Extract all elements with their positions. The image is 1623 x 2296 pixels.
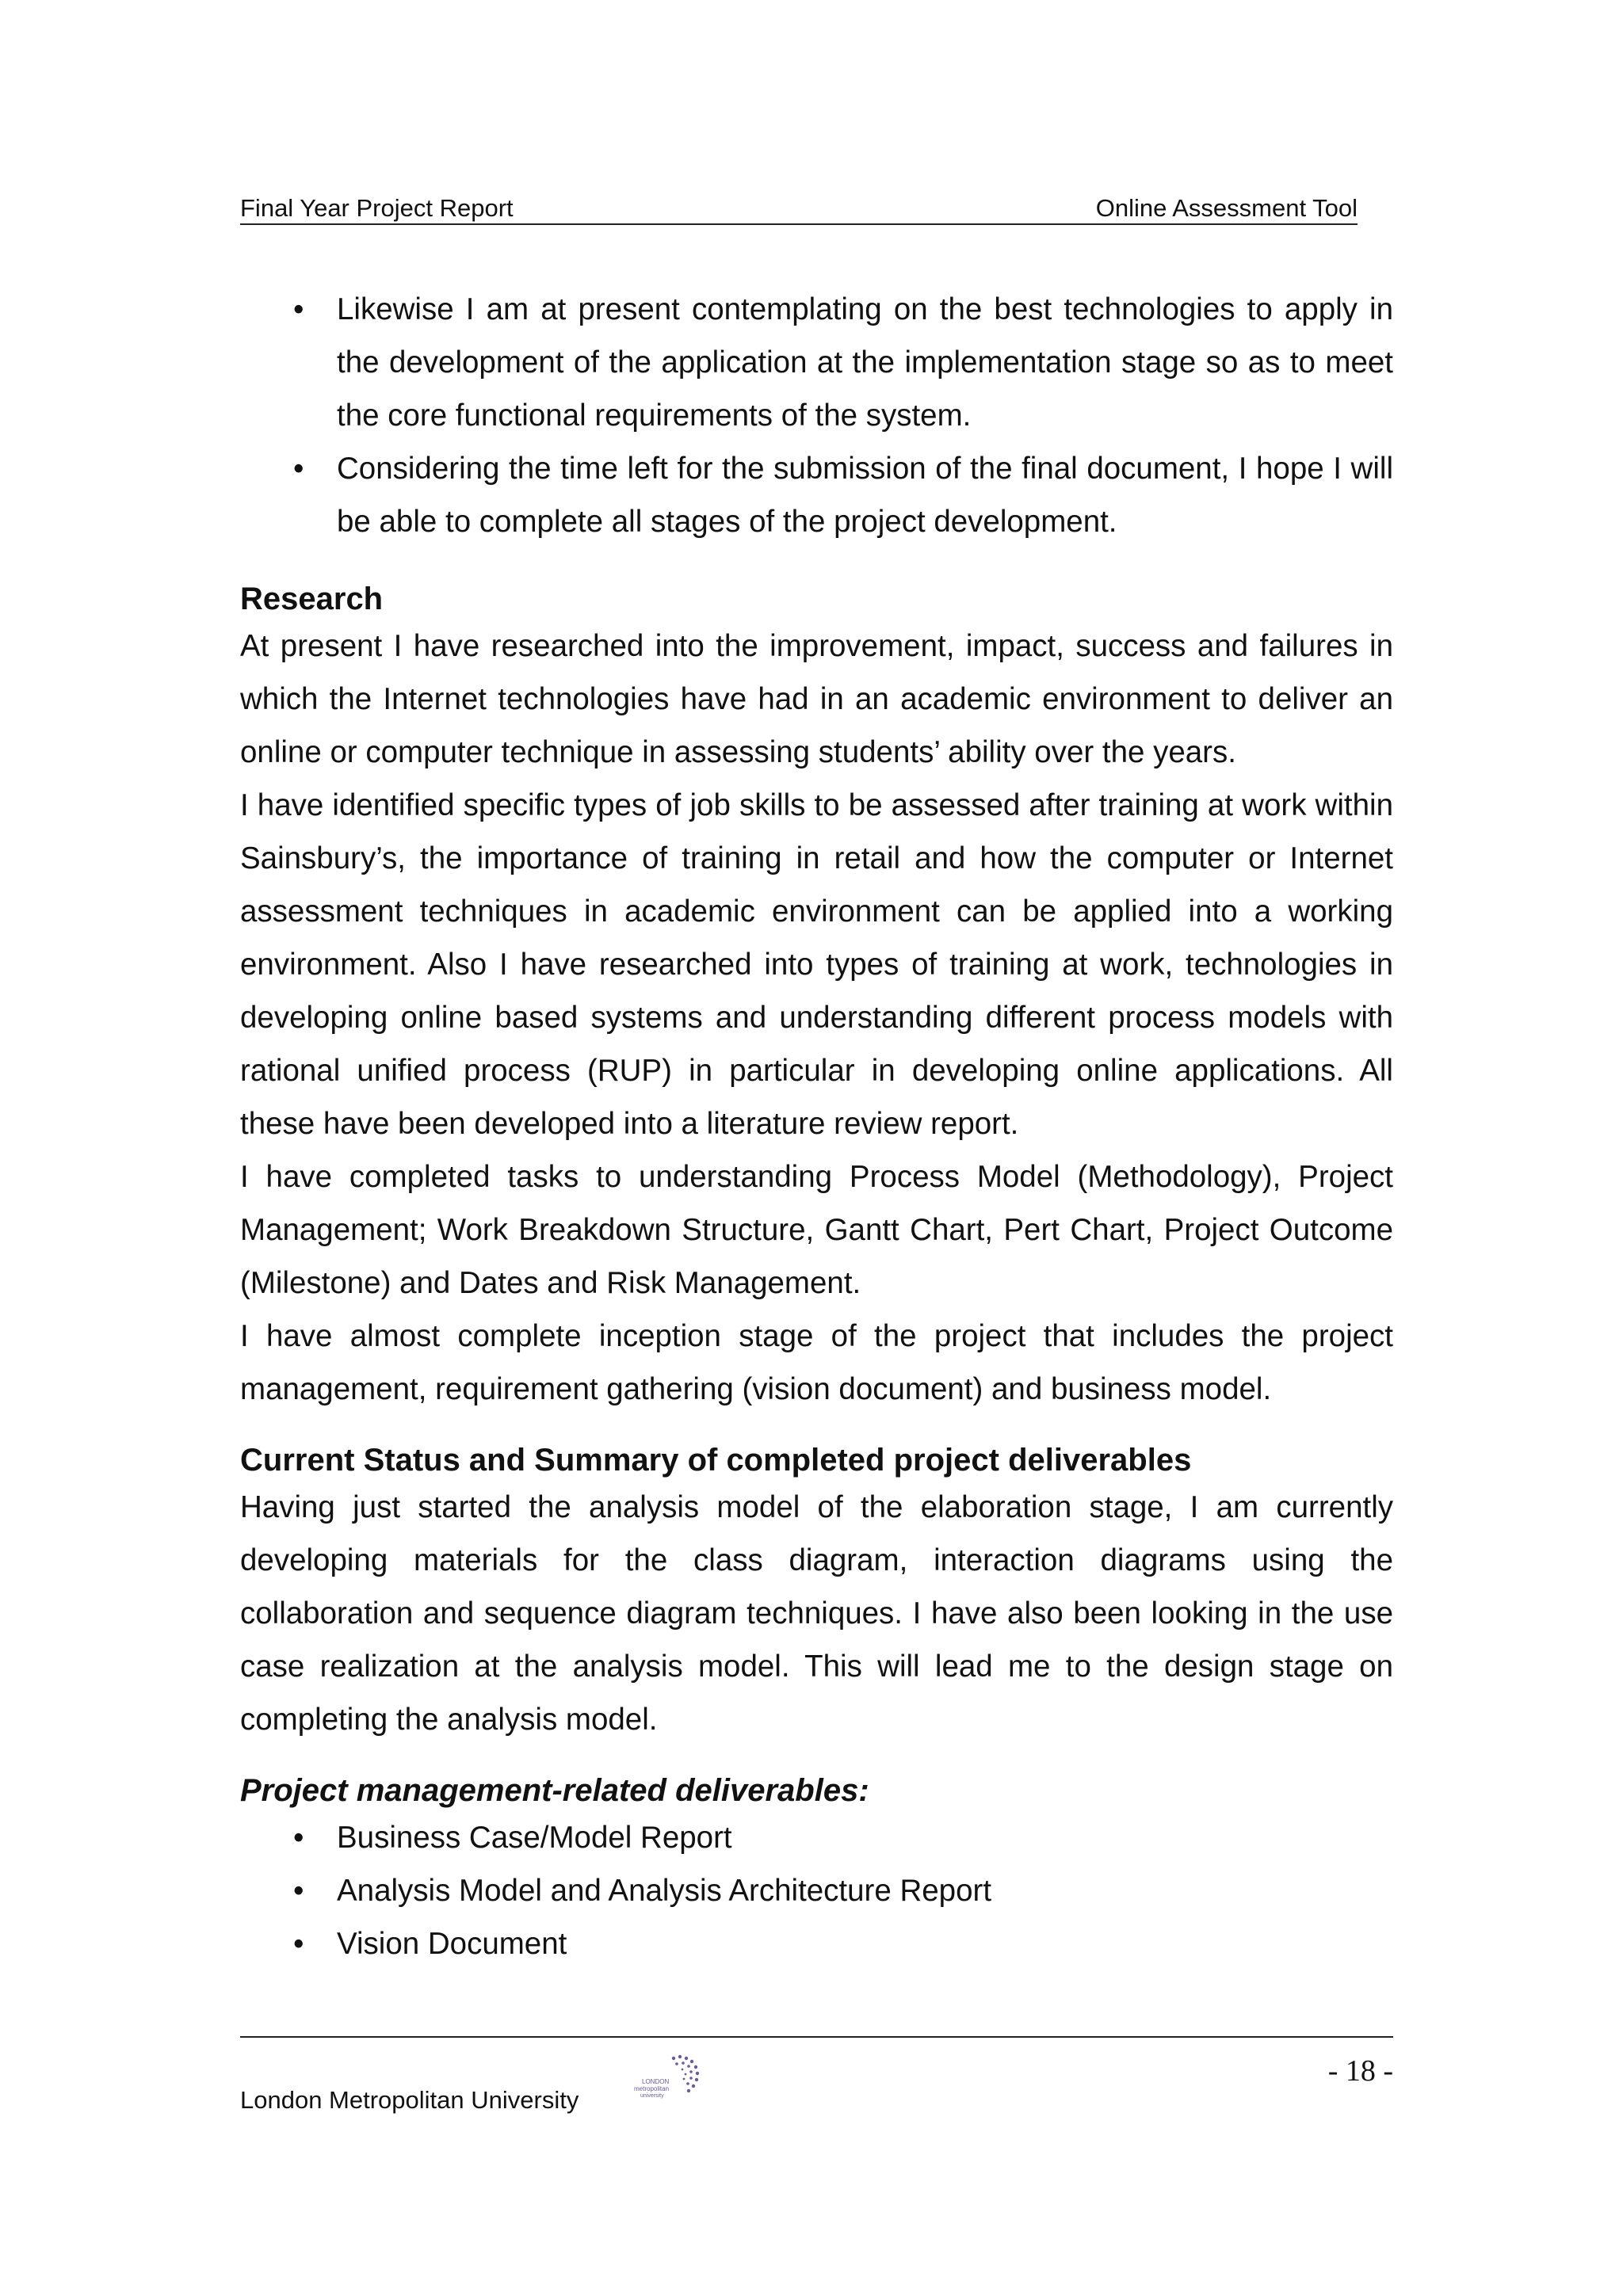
list-item-text: Vision Document — [337, 1927, 567, 1961]
current-status-heading: Current Status and Summary of completed project deliverables — [240, 1443, 1192, 1478]
list-item-text: Considering the time left for the submission of the final document, I hope I will be able to complete all stages of the project development. — [337, 452, 1393, 539]
pm-deliverables-heading: Project management-related deliverables: — [240, 1773, 869, 1808]
header-report-title: Final Year Project Report — [240, 194, 514, 222]
logo-text-metropolitan: metropolitan — [634, 2085, 670, 2092]
list-item — [240, 1917, 1393, 1970]
bullet-icon: • — [293, 1874, 304, 1908]
page-content — [240, 283, 1393, 1970]
list-item — [240, 1864, 1393, 1917]
research-paragraph: I have identified specific types of job skills to be assessed after training at work within Sainsbury’s, the importance of training in retail and how the computer or Internet assessment techniques in academic environment can be applied into a working environment. Also I have researched into types of training at work, technologies in developing online based systems and understanding different process models with rational unified process (RUP) in particular in developing online applications. All these have been developed into a literature review report. — [240, 788, 1393, 1141]
bullet-icon: • — [293, 1821, 304, 1855]
research-paragraph: I have almost complete inception stage of the project that includes the project management, requirement gathering (vision document) and business model. — [240, 1319, 1393, 1406]
pm-deliverables-list — [240, 1811, 1393, 1970]
research-heading: Research — [240, 582, 384, 616]
intro-bullet-list — [240, 283, 1393, 548]
list-item — [240, 283, 1393, 442]
page-number: - 18 - — [1327, 2054, 1393, 2088]
research-paragraph: At present I have researched into the improvement, impact, success and failures in which the Internet technologies have had in an academic environment to deliver an online or computer technique in assessing students’ ability over the years. — [240, 629, 1393, 769]
footer-divider — [240, 2036, 1393, 2038]
list-item-text: Analysis Model and Analysis Architecture Report — [337, 1874, 992, 1908]
logo-text-london: LONDON — [642, 2078, 670, 2085]
bullet-icon: • — [293, 452, 304, 486]
london-metropolitan-university-logo-icon — [626, 2054, 702, 2104]
list-item — [240, 1811, 1393, 1864]
list-item — [240, 442, 1393, 548]
bullet-icon: • — [293, 292, 304, 326]
current-status-paragraph: Having just started the analysis model of the elaboration stage, I am currently developing materials for the class diagram, interaction diagrams using the collaboration and sequence diagram techniques. I have also been looking in the use case realization at the analysis model. This will lead me to the design stage on completing the analysis model. — [240, 1490, 1393, 1737]
research-paragraph: I have completed tasks to understanding Process Model (Methodology), Project Management; Work Breakdown Structure, Gantt Chart, Pert Chart, Project Outcome (Milestone) and Dates and Risk Management. — [240, 1160, 1393, 1300]
footer-university-name: London Metropolitan University — [240, 2086, 579, 2114]
page-header — [240, 193, 1358, 225]
list-item-text: Business Case/Model Report — [337, 1821, 732, 1855]
logo-text-university: university — [640, 2093, 664, 2099]
list-item-text: Likewise I am at present contemplating on the best technologies to apply in the development of the application at the implementation stage so as to meet the core functional requirements of the system. — [337, 292, 1393, 433]
header-project-title: Online Assessment Tool — [1095, 194, 1358, 222]
bullet-icon: • — [293, 1927, 304, 1961]
